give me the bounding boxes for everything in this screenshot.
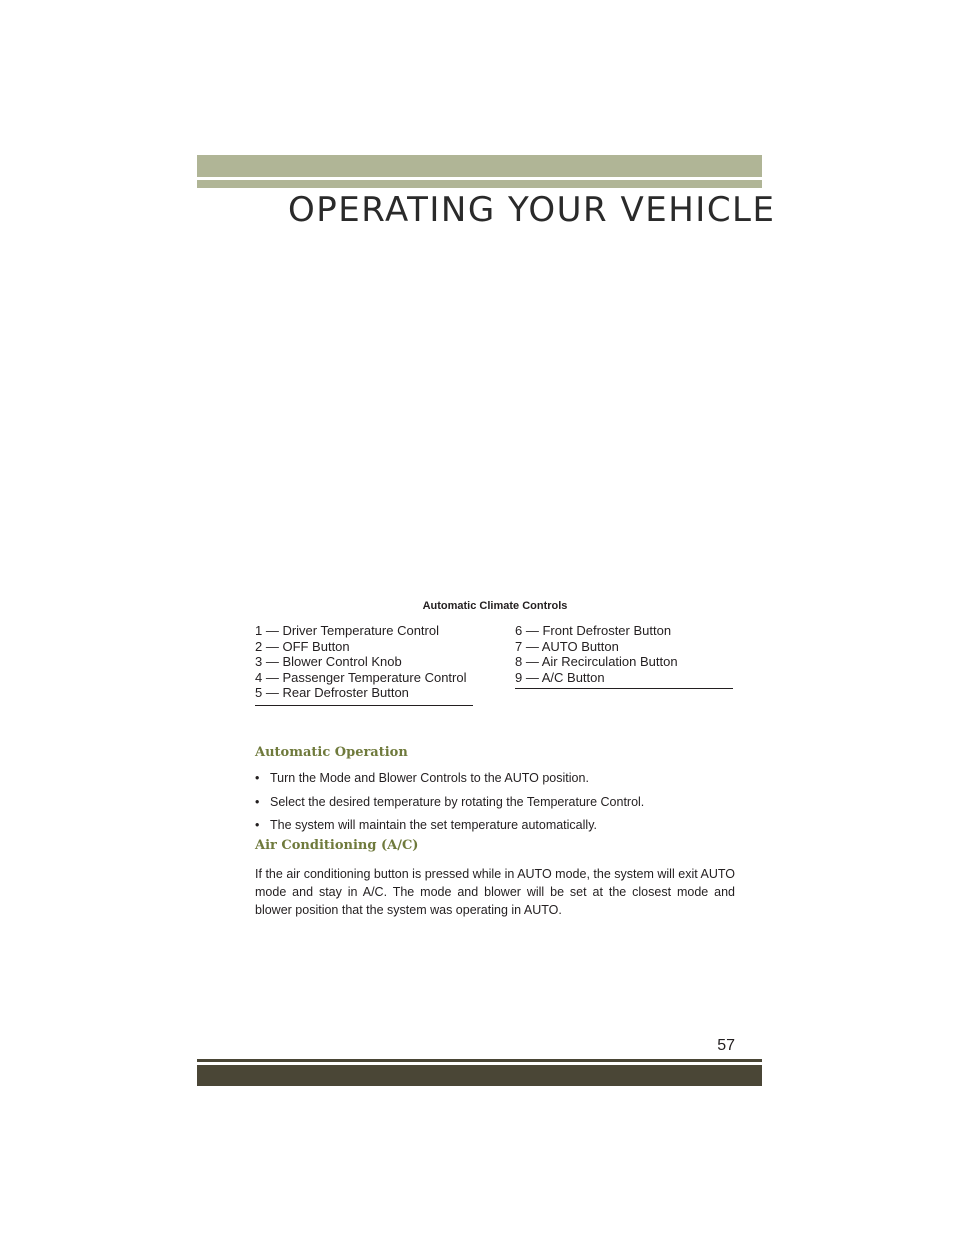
automatic-operation-bullets xyxy=(255,770,735,841)
air-conditioning-paragraph: If the air conditioning button is pressed while in AUTO mode, the system will exit AUTO mode and stay in A/C. The mode and blower will be set at the closest mode and blower position that the system was operating in AUTO. xyxy=(255,867,735,917)
bullet-item xyxy=(255,794,735,810)
legend-item: 1 — Driver Temperature Control xyxy=(255,623,439,638)
section-title: OPERATING YOUR VEHICLE xyxy=(288,190,776,230)
legend-item: 9 — A/C Button xyxy=(515,669,605,685)
bullet-item xyxy=(255,770,735,786)
page-number: 57 xyxy=(717,1037,735,1054)
bullet-text: Select the desired temperature by rotating the Temperature Control. xyxy=(270,794,645,809)
legend-item: 7 — AUTO Button xyxy=(515,638,619,654)
legend-left xyxy=(255,623,473,706)
header-bar xyxy=(197,155,762,177)
figure-image-area xyxy=(255,240,735,590)
bullet-dot-icon: • xyxy=(255,818,260,832)
air-conditioning-heading: Air Conditioning (A/C) xyxy=(255,838,419,853)
legend-item: 3 — Blower Control Knob xyxy=(255,654,402,670)
legend-item: 6 — Front Defroster Button xyxy=(515,623,672,638)
header-rule xyxy=(197,180,762,188)
footer-rule xyxy=(197,1059,762,1062)
legend-item: 8 — Air Recirculation Button xyxy=(515,654,678,670)
legend-item: 5 — Rear Defroster Button xyxy=(255,685,409,701)
bullet-text: Turn the Mode and Blower Controls to the AUTO position. xyxy=(270,771,589,785)
legend-item: 2 — OFF Button xyxy=(255,638,350,654)
bullet-text: The system will maintain the set temperature automatically. xyxy=(270,818,597,832)
bullet-dot-icon: • xyxy=(255,771,260,785)
legend-right xyxy=(515,623,733,689)
legend-item: 4 — Passenger Temperature Control xyxy=(255,669,467,685)
figure-caption: Automatic Climate Controls xyxy=(422,600,568,612)
bullet-item xyxy=(255,817,735,833)
bullet-dot-icon: • xyxy=(255,794,260,809)
automatic-operation-heading: Automatic Operation xyxy=(255,745,408,760)
footer-bar xyxy=(197,1065,762,1086)
